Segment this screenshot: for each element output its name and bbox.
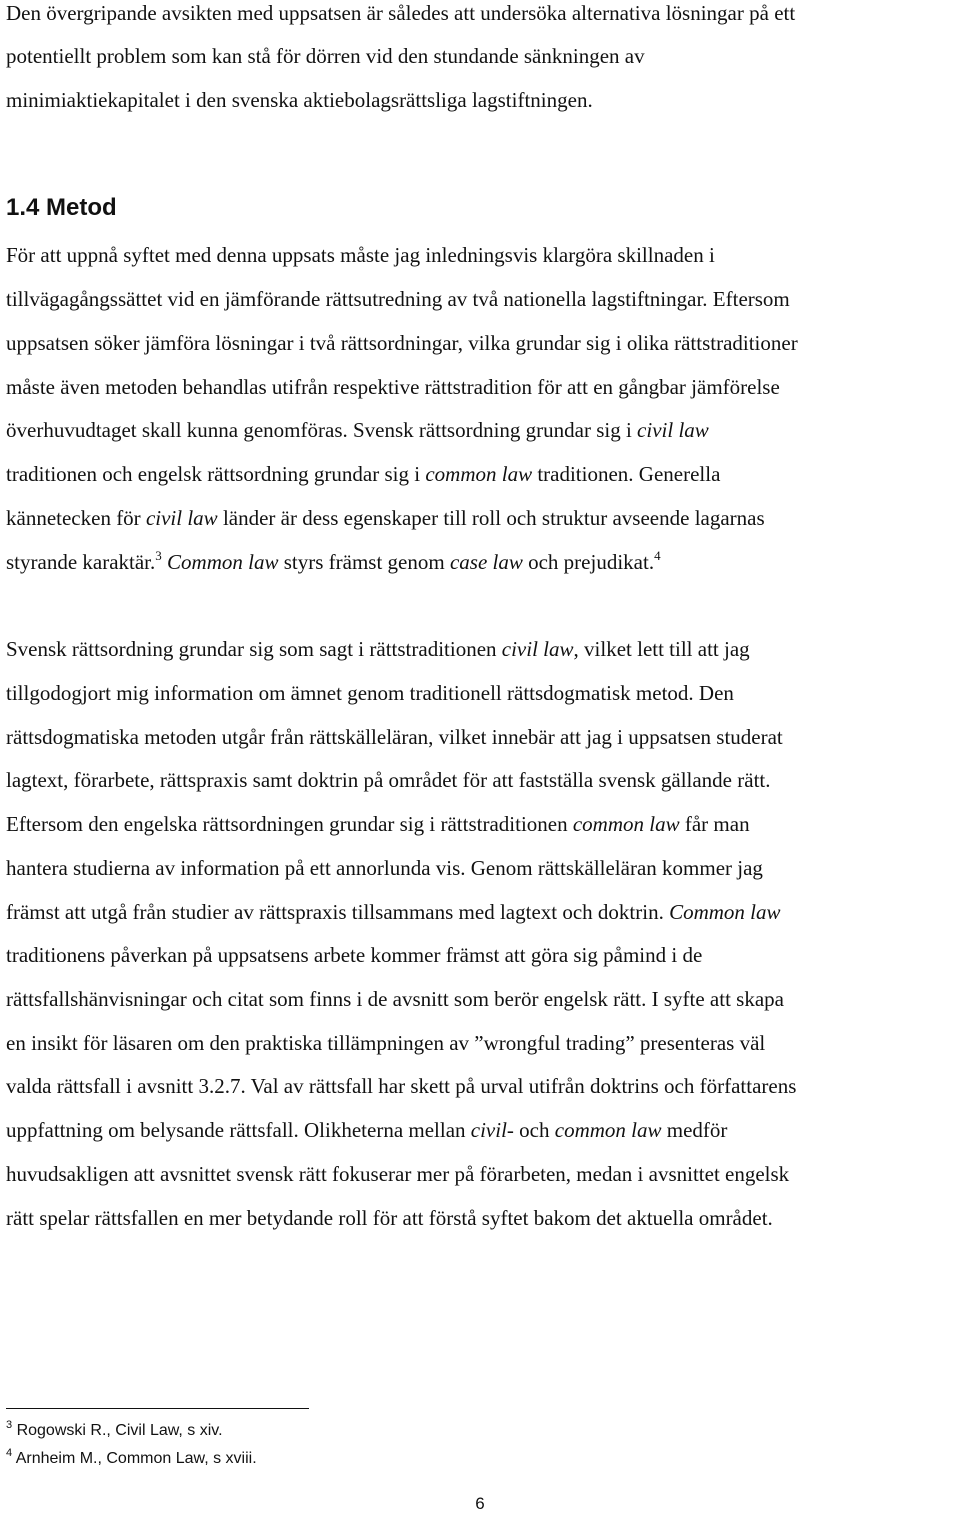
paragraph1-line-8: styrande karaktär.$^3$ Common law styrs främst genom case law och prejudikat.$^4$ xyxy=(6,548,661,574)
paragraph2-line-3: rättsdogmatiska metoden utgår från rättskälleläran, vilket innebär att jag i uppsatsen studerat xyxy=(6,725,783,749)
paragraph2-line-10: en insikt för läsaren om den praktiska tillämpningen av ”wrongful trading” presenteras väl xyxy=(6,1031,766,1055)
paragraph2-line-9: rättsfallshänvisningar och citat som finns i de avsnitt som berör engelsk rätt. I syfte att skapa xyxy=(6,987,784,1011)
paragraph1-line-5: överhuvudtaget skall kunna genomföras. Svensk rättsordning grundar sig i civil law xyxy=(6,418,709,442)
footnote-ref-4[interactable]: 4 xyxy=(654,548,661,563)
paragraph1-line-7: kännetecken för civil law länder är dess egenskaper till roll och struktur avseende lagarnas xyxy=(6,506,765,530)
paragraph2-line-8: traditionens påverkan på uppsatsens arbete kommer främst att göra sig påmind i de xyxy=(6,943,703,967)
paragraph2-line-1: Svensk rättsordning grundar sig som sagt i rättstraditionen civil law, vilket lett till att jag xyxy=(6,637,750,661)
intro-line-2: potentiellt problem som kan stå för dörren vid den stundande sänkningen av xyxy=(6,44,645,68)
paragraph1-line-2: tillvägagångssättet vid en jämförande rättsutredning av två nationella lagstiftningar. Eftersom xyxy=(6,287,790,311)
paragraph2-line-5: Eftersom den engelska rättsordningen grundar sig i rättstraditionen common law får man xyxy=(6,812,750,836)
footnote-4: $^4$ Arnheim M., Common Law, s xviii. xyxy=(6,1447,257,1467)
footnote-separator xyxy=(6,1408,309,1409)
intro-line-1: Den övergripande avsikten med uppsatsen är således att undersöka alternativa lösningar på ett xyxy=(6,1,796,25)
intro-line-3: minimiaktiekapitalet i den svenska aktiebolagsrättsliga lagstiftningen. xyxy=(6,88,593,112)
paragraph1-line-6: traditionen och engelsk rättsordning grundar sig i common law traditionen. Generella xyxy=(6,462,721,486)
paragraph2-line-13: huvudsakligen att avsnittet svensk rätt fokuserar mer på förarbeten, medan i avsnittet engelsk xyxy=(6,1162,790,1186)
paragraph1-line-4: måste även metoden behandlas utifrån respektive rättstradition för att en gångbar jämförelse xyxy=(6,375,780,399)
footnote-3: $^3$ Rogowski R., Civil Law, s xiv. xyxy=(6,1419,223,1439)
paragraph2-line-14: rätt spelar rättsfallen en mer betydande roll för att förstå syftet bakom det aktuella området. xyxy=(6,1206,773,1230)
paragraph1-line-1: För att uppnå syftet med denna uppsats måste jag inledningsvis klargöra skillnaden i xyxy=(6,243,715,267)
paragraph2-line-4: lagtext, förarbete, rättspraxis samt doktrin på området för att fastställa svensk gällande rätt. xyxy=(6,768,771,792)
paragraph2-line-11: valda rättsfall i avsnitt 3.2.7. Val av rättsfall har skett på urval utifrån doktrins och författarens xyxy=(6,1074,797,1098)
paragraph2-line-12: uppfattning om belysande rättsfall. Olikheterna mellan civil- och common law medför xyxy=(6,1118,728,1142)
paragraph1-line-3: uppsatsen söker jämföra lösningar i två rättsordningar, vilka grundar sig i olika rättstraditioner xyxy=(6,331,798,355)
paragraph2-line-6: hantera studierna av information på ett annorlunda vis. Genom rättskälleläran kommer jag xyxy=(6,856,763,880)
footnote-ref-3[interactable]: 3 xyxy=(155,548,162,563)
paragraph2-line-2: tillgodogjort mig information om ämnet genom traditionell rättsdogmatisk metod. Den xyxy=(6,681,734,705)
page-number: 6 xyxy=(475,1494,485,1513)
section-heading: 1.4 Metod xyxy=(6,194,117,221)
paragraph2-line-7: främst att utgå från studier av rättspraxis tillsammans med lagtext och doktrin. Common law xyxy=(6,900,781,924)
